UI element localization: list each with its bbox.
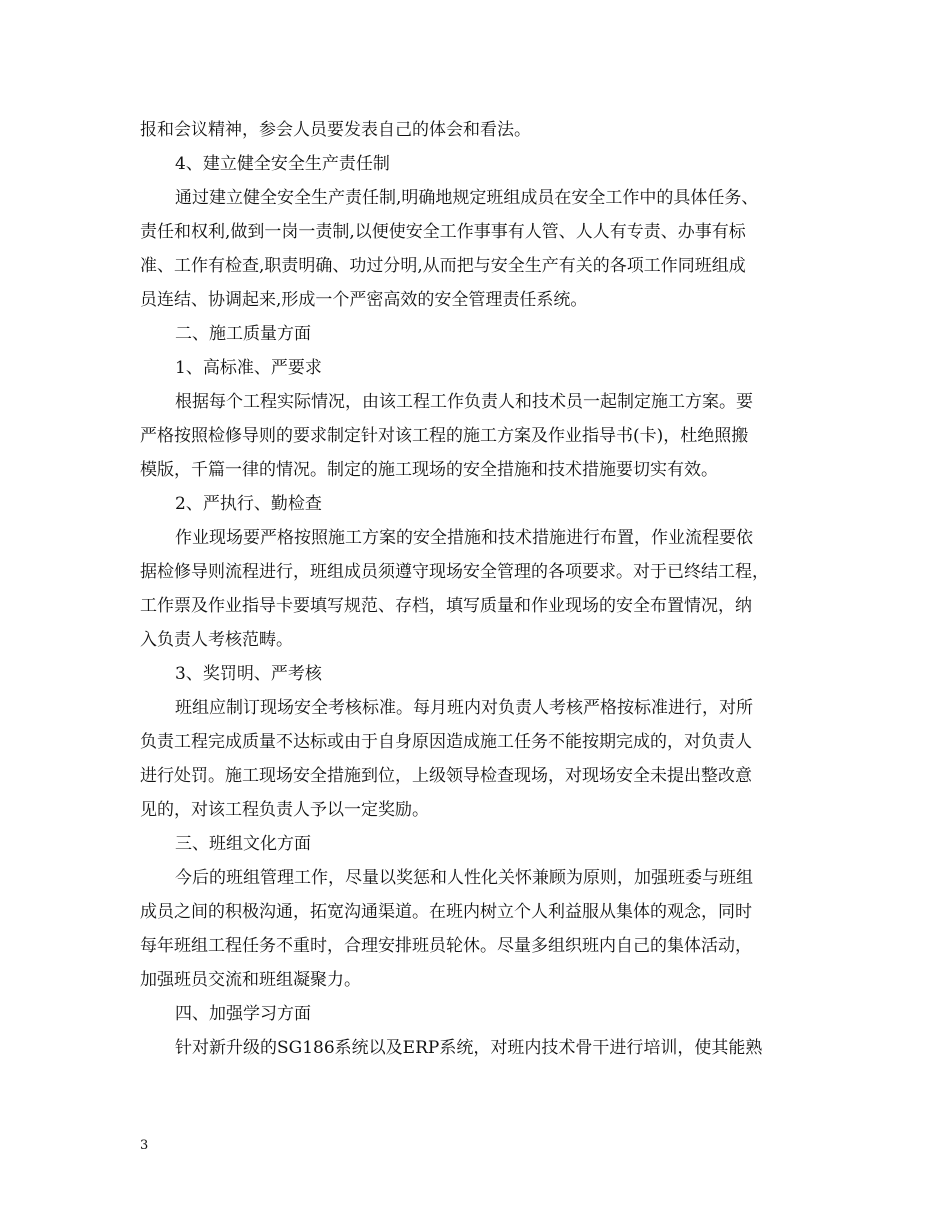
body-text-line: 报和会议精神，参会人员要发表自己的体会和看法。	[140, 120, 531, 140]
section-heading: 三、班组文化方面	[175, 834, 311, 854]
body-text-line: 负责工程完成质量不达标或由于自身原因造成施工任务不能按期完成的，对负责人	[140, 732, 752, 752]
body-text-line: 见的，对该工程负责人予以一定奖励。	[140, 800, 429, 820]
body-text-line: 每年班组工程任务不重时，合理安排班员轮休。尽量多组织班内自己的集体活动，	[140, 936, 752, 956]
body-text-line: 针对新升级的SG186系统以及ERP系统，对班内技术骨干进行培训，使其能熟	[175, 1038, 763, 1058]
body-text-line: 班组应制订现场安全考核标准。每月班内对负责人考核严格按标准进行，对所	[175, 698, 753, 718]
body-text-line: 准、工作有检查,职责明确、功过分明,从而把与安全生产有关的各项工作同班组成	[140, 256, 746, 276]
body-text-line: 入负责人考核范畴。	[140, 630, 293, 650]
section-heading: 2、严执行、勤检查	[175, 494, 322, 514]
body-text-line: 加强班员交流和班组凝聚力。	[140, 970, 361, 990]
body-text-line: 通过建立健全安全生产责任制,明确地规定班组成员在安全工作中的具体任务、	[175, 188, 759, 208]
body-text-line: 据检修导则流程进行，班组成员须遵守现场安全管理的各项要求。对于已终结工程，	[140, 562, 769, 582]
body-text-line: 成员之间的积极沟通，拓宽沟通渠道。在班内树立个人利益服从集体的观念，同时	[140, 902, 752, 922]
section-heading: 3、奖罚明、严考核	[175, 664, 322, 684]
section-heading: 1、高标准、严要求	[175, 358, 322, 378]
body-text-line: 严格按照检修导则的要求制定针对该工程的施工方案及作业指导书(卡)，杜绝照搬	[140, 426, 749, 446]
body-text-line: 责任和权利,做到一岗一责制,以便使安全工作事事有人管、人人有专责、办事有标	[140, 222, 746, 242]
section-heading: 二、施工质量方面	[175, 324, 311, 344]
body-text-line: 员连结、协调起来,形成一个严密高效的安全管理责任系统。	[140, 290, 588, 310]
body-text-line: 根据每个工程实际情况，由该工程工作负责人和技术员一起制定施工方案。要	[175, 392, 753, 412]
body-text-line: 进行处罚。施工现场安全措施到位，上级领导检查现场，对现场安全未提出整改意	[140, 766, 752, 786]
section-heading: 四、加强学习方面	[175, 1004, 311, 1024]
body-text-line: 今后的班组管理工作，尽量以奖惩和人性化关怀兼顾为原则，加强班委与班组	[175, 868, 753, 888]
section-heading: 4、建立健全安全生产责任制	[175, 154, 390, 174]
body-text-line: 模版，千篇一律的情况。制定的施工现场的安全措施和技术措施要切实有效。	[140, 460, 718, 480]
body-text-line: 作业现场要严格按照施工方案的安全措施和技术措施进行布置，作业流程要依	[175, 528, 753, 548]
page-number: 3	[140, 1138, 149, 1153]
body-text-line: 工作票及作业指导卡要填写规范、存档，填写质量和作业现场的安全布置情况，纳	[140, 596, 752, 616]
